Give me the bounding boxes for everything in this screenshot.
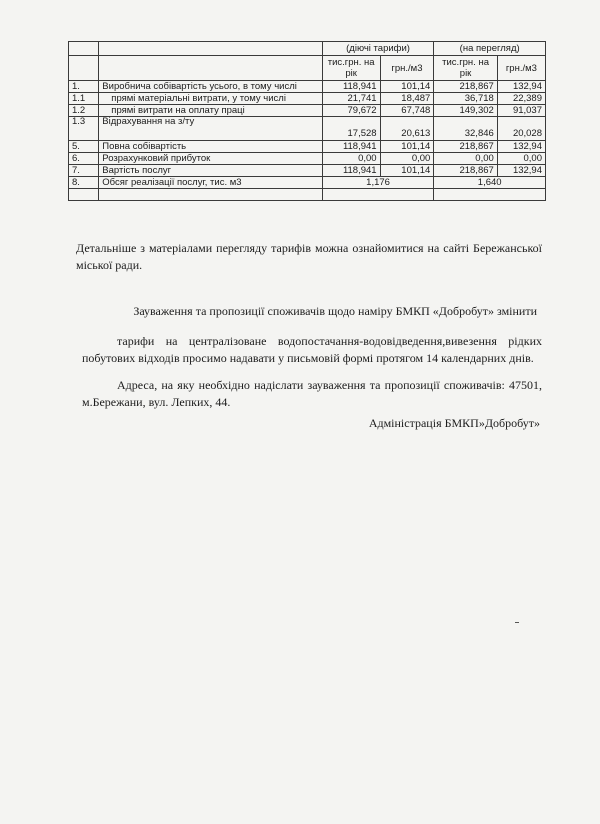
review-per-year-value: 218,867 — [434, 141, 497, 153]
row-number: 1. — [69, 81, 99, 93]
review-volume-value: 1,640 — [434, 177, 546, 189]
row-name: Виробнича собівартість усього, в тому числі — [99, 81, 322, 93]
row-name: Повна собівартість — [99, 141, 322, 153]
row-number: 1.1 — [69, 93, 99, 105]
current-per-year-header: тис.грн. на рік — [322, 56, 380, 81]
current-per-year-value: 21,741 — [322, 93, 380, 105]
review-per-m3-value: 91,037 — [497, 105, 545, 117]
review-per-m3-value: 132,94 — [497, 81, 545, 93]
empty-cell — [69, 189, 99, 201]
table-group-header-row — [69, 42, 546, 56]
signature-line: Адміністрація БМКП»Добробут» — [368, 416, 540, 430]
review-per-year-value: 218,867 — [434, 81, 497, 93]
review-per-m3-value: 20,028 — [497, 117, 545, 141]
review-per-year-value: 32,846 — [434, 117, 497, 141]
current-per-m3-value: 101,14 — [380, 165, 434, 177]
remarks-paragraph-line1: Зауваження та пропозиції споживачів щодо наміру БМКП «Добробут» змінити — [133, 304, 537, 318]
current-per-year-value: 79,672 — [322, 105, 380, 117]
table-row — [69, 105, 546, 117]
empty-cell — [99, 189, 322, 201]
table-row — [69, 153, 546, 165]
table-row — [69, 93, 546, 105]
remarks-paragraph-body: тарифи на централізоване водопостачання-водовідведення,вивезення рідких побутових відходів просимо надавати у письмовій формі протягом 14 календарних днів. — [82, 334, 542, 365]
table-row — [69, 165, 546, 177]
current-tariffs-header: (діючі тарифи) — [322, 42, 434, 56]
review-per-m3-value: 132,94 — [497, 141, 545, 153]
review-per-m3-value: 22,389 — [497, 93, 545, 105]
address-paragraph: Адреса, на яку необхідно надіслати зауваження та пропозиції споживачів: 47501, м.Бережани, вул. Лепких, 44. — [82, 378, 542, 409]
header-empty-cell — [99, 42, 322, 56]
empty-cell — [322, 189, 434, 201]
current-per-m3-header: грн./м3 — [380, 56, 434, 81]
header-empty-cell — [69, 56, 99, 81]
row-number: 8. — [69, 177, 99, 189]
current-per-m3-value: 18,487 — [380, 93, 434, 105]
row-name: Розрахунковий прибуток — [99, 153, 322, 165]
row-name: Вартість послуг — [99, 165, 322, 177]
header-empty-cell — [69, 42, 99, 56]
review-tariffs-header: (на перегляд) — [434, 42, 546, 56]
current-per-year-value: 118,941 — [322, 81, 380, 93]
current-volume-value: 1,176 — [322, 177, 434, 189]
tariff-table — [68, 41, 546, 201]
details-paragraph: Детальніше з матеріалами перегляду тарифів можна ознайомитися на сайті Бережанської міської ради. — [76, 241, 542, 272]
current-per-year-value: 0,00 — [322, 153, 380, 165]
current-per-year-value: 17,528 — [322, 117, 380, 141]
current-per-year-value: 118,941 — [322, 165, 380, 177]
row-name: прямі витрати на оплату праці — [99, 105, 322, 117]
review-per-year-value: 149,302 — [434, 105, 497, 117]
row-number: 7. — [69, 165, 99, 177]
current-per-m3-value: 20,613 — [380, 117, 434, 141]
review-per-year-value: 218,867 — [434, 165, 497, 177]
empty-cell — [434, 189, 546, 201]
table-sub-header-row — [69, 56, 546, 81]
row-number: 1.2 — [69, 105, 99, 117]
current-per-m3-value: 67,748 — [380, 105, 434, 117]
scan-mark — [515, 622, 519, 623]
row-number: 1.3 — [69, 117, 99, 141]
row-name: Обсяг реалізації послуг, тис. м3 — [99, 177, 322, 189]
review-per-m3-header: грн./м3 — [497, 56, 545, 81]
table-empty-row — [69, 189, 546, 201]
table-row — [69, 117, 546, 141]
current-per-m3-value: 101,14 — [380, 81, 434, 93]
row-name: Відрахування на з/ту — [99, 117, 322, 141]
row-number: 5. — [69, 141, 99, 153]
current-per-year-value: 118,941 — [322, 141, 380, 153]
row-number: 6. — [69, 153, 99, 165]
current-per-m3-value: 0,00 — [380, 153, 434, 165]
row-name: прямі матеріальні витрати, у тому числі — [99, 93, 322, 105]
review-per-m3-value: 132,94 — [497, 165, 545, 177]
header-empty-cell — [99, 56, 322, 81]
review-per-year-value: 0,00 — [434, 153, 497, 165]
table-row — [69, 81, 546, 93]
review-per-m3-value: 0,00 — [497, 153, 545, 165]
current-per-m3-value: 101,14 — [380, 141, 434, 153]
review-per-year-header: тис.грн. на рік — [434, 56, 497, 81]
table-row-volume — [69, 177, 546, 189]
table-row — [69, 141, 546, 153]
review-per-year-value: 36,718 — [434, 93, 497, 105]
